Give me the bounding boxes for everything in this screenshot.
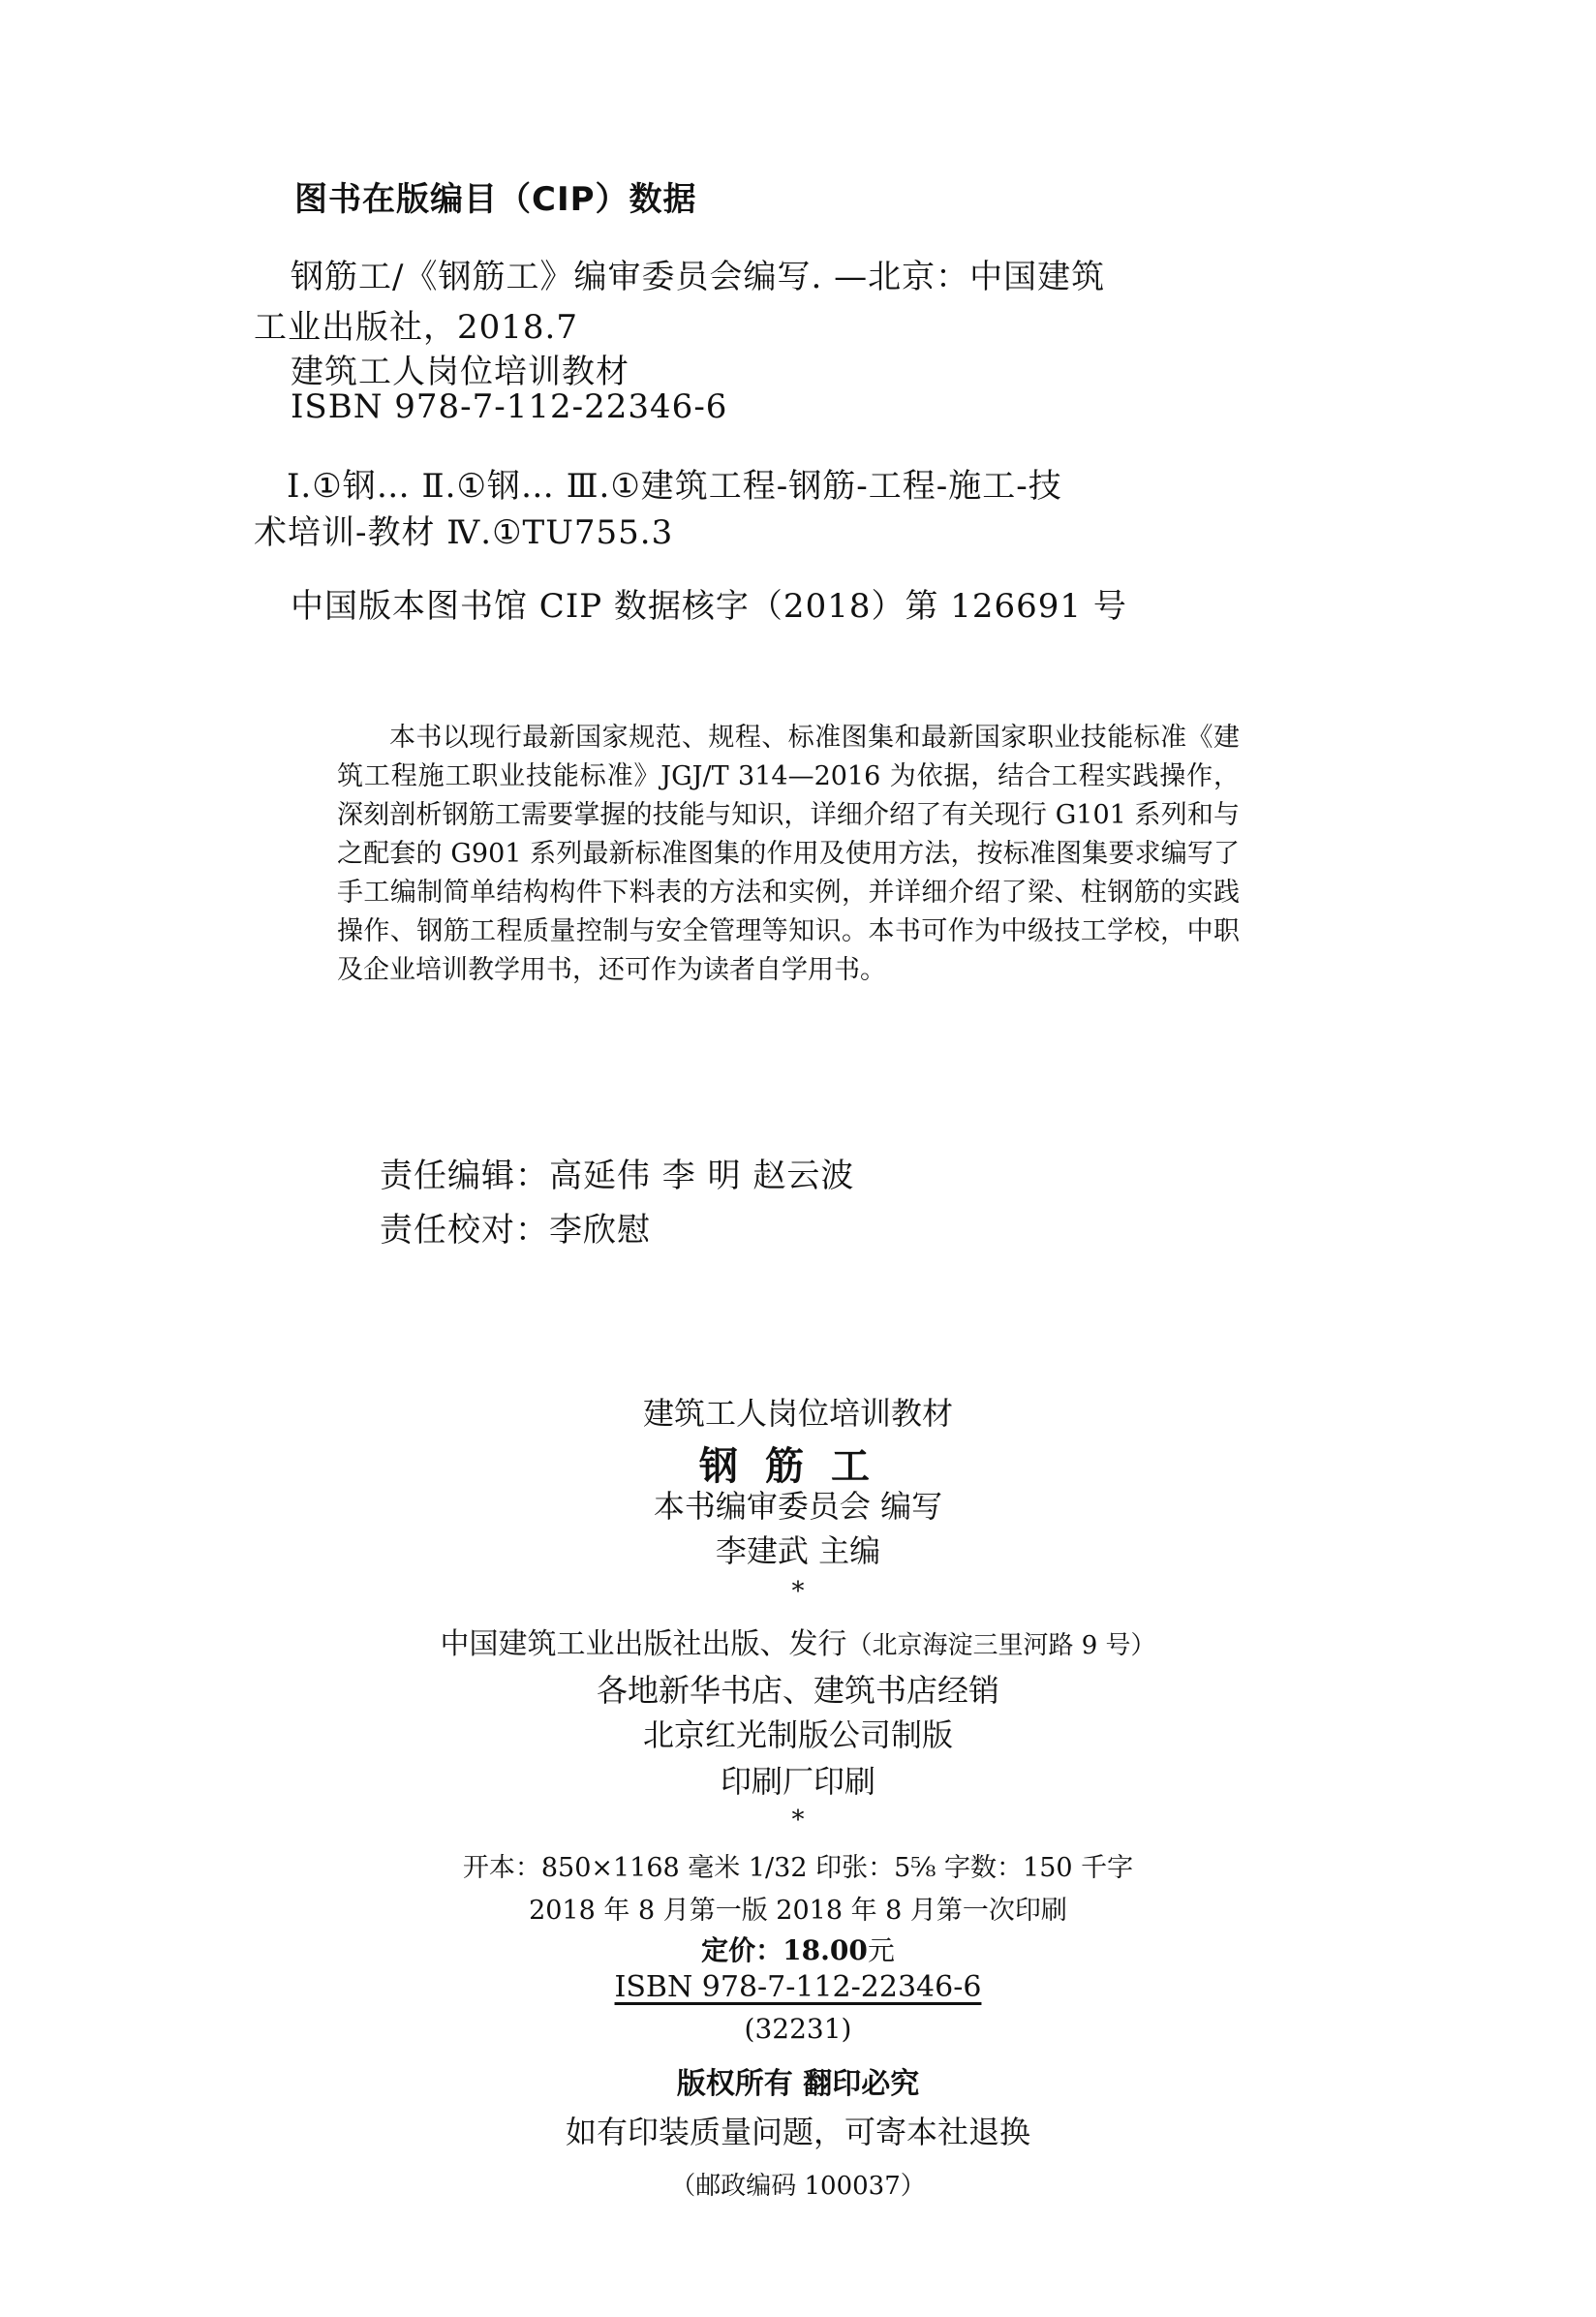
cip-line-2: 工业出版社，2018.7 xyxy=(254,308,578,347)
cip-line-1: 钢筋工/《钢筋工》编审委员会编写. —北京：中国建筑 xyxy=(291,258,1106,296)
cip-line-5: Ⅰ.①钢… Ⅱ.①钢… Ⅲ.①建筑工程-钢筋-工程-施工-技 xyxy=(287,467,1062,506)
publisher-line xyxy=(0,1620,1596,1662)
edition-line: 2018 年 8 月第一版 2018 年 8 月第一次印刷 xyxy=(529,1896,1067,1926)
series-name: 建筑工人岗位培训教材 xyxy=(642,1395,953,1432)
printer-line: 印刷厂印刷 xyxy=(720,1763,875,1800)
separator-star-2: * xyxy=(791,1806,805,1835)
isbn-line xyxy=(0,1970,1596,2004)
publisher: 中国建筑工业出版社出版、发行 xyxy=(440,1627,847,1661)
cip-line-6: 术培训-教材 Ⅳ.①TU755.3 xyxy=(254,513,674,552)
price-line xyxy=(0,1930,1596,1968)
copyright-notice: 版权所有 翻印必究 xyxy=(676,2067,920,2101)
price-value: 18.00 xyxy=(783,1934,868,1966)
price-unit: 元 xyxy=(867,1934,895,1966)
format-line: 开本：850×1168 毫米 1/32 印张：5⅝ 字数：150 千字 xyxy=(462,1853,1134,1883)
chief-editor-line: 李建武 主编 xyxy=(715,1532,881,1569)
responsible-proofreader: 责任校对：李欣慰 xyxy=(380,1211,651,1250)
cip-line-4: ISBN 978-7-112-22346-6 xyxy=(291,387,728,426)
book-code: (32231) xyxy=(744,2013,852,2045)
abstract xyxy=(337,719,1240,990)
returns-notice: 如有印装质量问题，可寄本社退换 xyxy=(565,2114,1030,2150)
responsible-editor: 责任编辑：高延伟 李 明 赵云波 xyxy=(380,1157,855,1195)
plate-maker-line: 北京红光制版公司制版 xyxy=(642,1716,953,1753)
distributor-line: 各地新华书店、建筑书店经销 xyxy=(596,1672,999,1709)
cip-heading: 图书在版编目（CIP）数据 xyxy=(294,180,697,219)
cip-line-7: 中国版本图书馆 CIP 数据核字（2018）第 126691 号 xyxy=(291,587,1127,626)
postcode-line: （邮政编码 100037） xyxy=(670,2172,926,2201)
isbn: ISBN 978-7-112-22346-6 xyxy=(614,1970,982,2004)
abstract-text: 本书以现行最新国家规范、规程、标准图集和最新国家职业技能标准《建筑工程施工职业技能标准》JGJ/T 314—2016 为依据，结合工程实践操作，深刻剖析钢筋工需要掌握的技能与知识，详细介绍了有关现行 G101 系列和与之配套的 G901 系列最新标准图集的作用及使用方法，按标准图集要求编写了手工编制简单结构构件下料表的方法和实例，并详细介绍了梁、柱钢筋的实践操作、钢筋工程质量控制与安全管理等知识。本书可作为中级技工学校，中职及企业培训教学用书，还可作为读者自学用书。 xyxy=(337,723,1240,985)
cip-line-3: 建筑工人岗位培训教材 xyxy=(291,353,629,391)
separator-star-1: * xyxy=(791,1577,805,1606)
price-label: 定价： xyxy=(701,1934,783,1966)
book-title: 钢筋工 xyxy=(699,1444,897,1489)
author-line: 本书编审委员会 编写 xyxy=(653,1488,943,1525)
publisher-address: （北京海淀三里河路 9 号） xyxy=(846,1631,1156,1660)
